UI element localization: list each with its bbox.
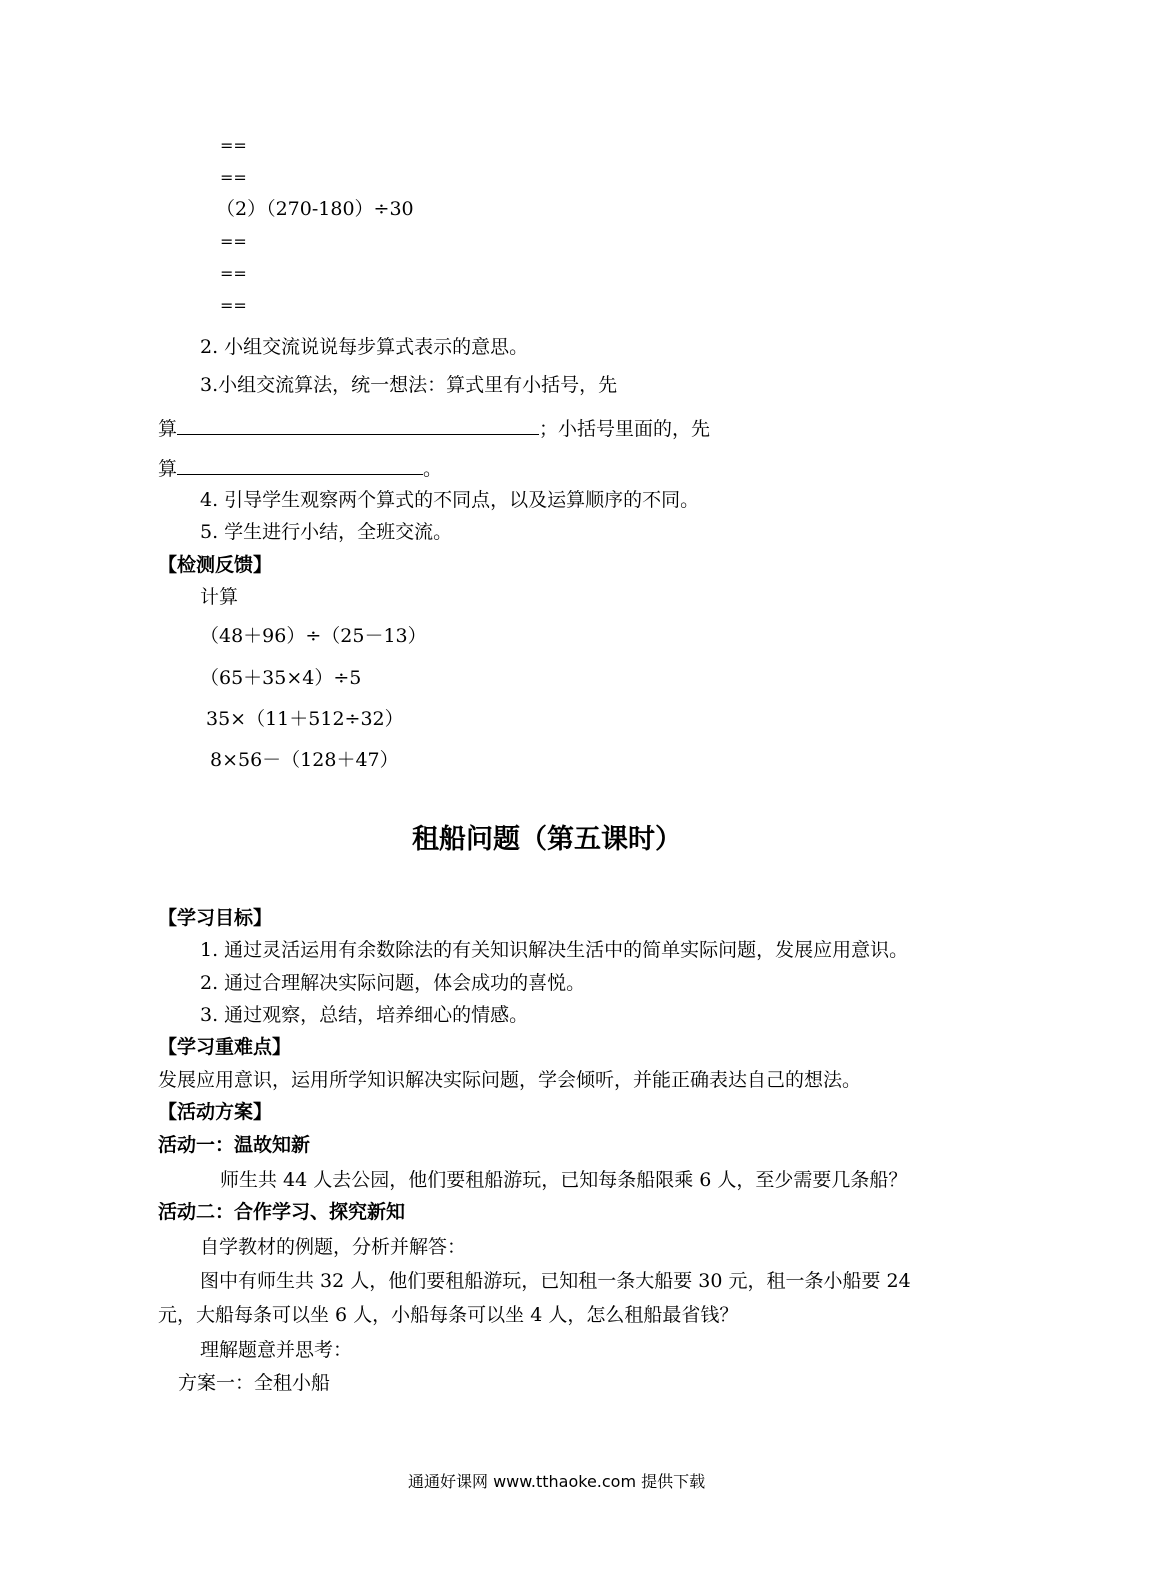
exercise-3: 35×（11＋512÷32） [206,708,404,730]
step-3-line-3 [158,456,442,481]
activity-2-problem-line-2: 元，大船每条可以坐 6 人，小船每条可以坐 4 人，怎么租船最省钱？ [158,1304,739,1326]
step-5: 5. 学生进行小结，全班交流。 [200,521,453,543]
exercise-1: （48＋96）÷（25－13） [200,625,427,647]
expression-2: （2）（270-180）÷30 [216,198,414,220]
step-3-prefix-2: 算 [158,458,178,480]
goal-2: 2. 通过合理解决实际问题，体会成功的喜悦。 [200,972,586,994]
fill-blank-1[interactable] [177,416,539,435]
goals-heading: 【学习目标】 [158,907,273,929]
page-footer: 通通好课网 www.tthaoke.com 提供下载 [408,1472,706,1491]
key-heading: 【学习重难点】 [158,1036,292,1058]
goal-1: 1. 通过灵活运用有余数除法的有关知识解决生活中的简单实际问题，发展应用意识。 [200,939,909,961]
activity-2-think: 理解题意并思考： [200,1339,353,1361]
goal-3: 3. 通过观察，总结，培养细心的情感。 [200,1004,529,1026]
feedback-heading: 【检测反馈】 [158,554,273,576]
exercise-2: （65＋35×4）÷5 [200,667,362,689]
plan-1: 方案一：全租小船 [178,1372,331,1394]
equals-line-3: == [220,232,247,251]
key-text: 发展应用意识，运用所学知识解决实际问题，学会倾听，并能正确表达自己的想法。 [158,1069,862,1091]
step-3-prefix: 算 [158,418,178,440]
step-3-line-2 [158,416,710,441]
equals-line-4: == [220,264,247,283]
activity-2-intro: 自学教材的例题，分析并解答： [200,1236,467,1258]
step-3-end: 。 [423,458,443,480]
equals-line-2: == [220,168,247,187]
equals-line-1: == [220,136,247,155]
exercise-4: 8×56－（128＋47） [210,749,399,771]
step-4: 4. 引导学生观察两个算式的不同点，以及运算顺序的不同。 [200,489,700,511]
step-3-suffix: ；小括号里面的，先 [539,418,711,440]
activity-1-heading: 活动一：温故知新 [158,1134,311,1156]
plan-heading: 【活动方案】 [158,1101,273,1123]
activity-2-heading: 活动二：合作学习、探究新知 [158,1201,406,1223]
equals-line-5: == [220,296,247,315]
activity-1-text: 师生共 44 人去公园，他们要租船游玩，已知每条船限乘 6 人，至少需要几条船？ [220,1169,908,1191]
activity-2-problem-line-1: 图中有师生共 32 人，他们要租船游玩，已知租一条大船要 30 元，租一条小船要 24 [200,1270,911,1292]
fill-blank-2[interactable] [177,456,423,475]
feedback-intro: 计算 [200,586,239,608]
step-3-line-1: 3.小组交流算法，统一想法：算式里有小括号，先 [200,374,618,396]
step-2: 2. 小组交流说说每步算式表示的意思。 [200,336,529,358]
lesson-title: 租船问题（第五课时） [412,824,682,855]
